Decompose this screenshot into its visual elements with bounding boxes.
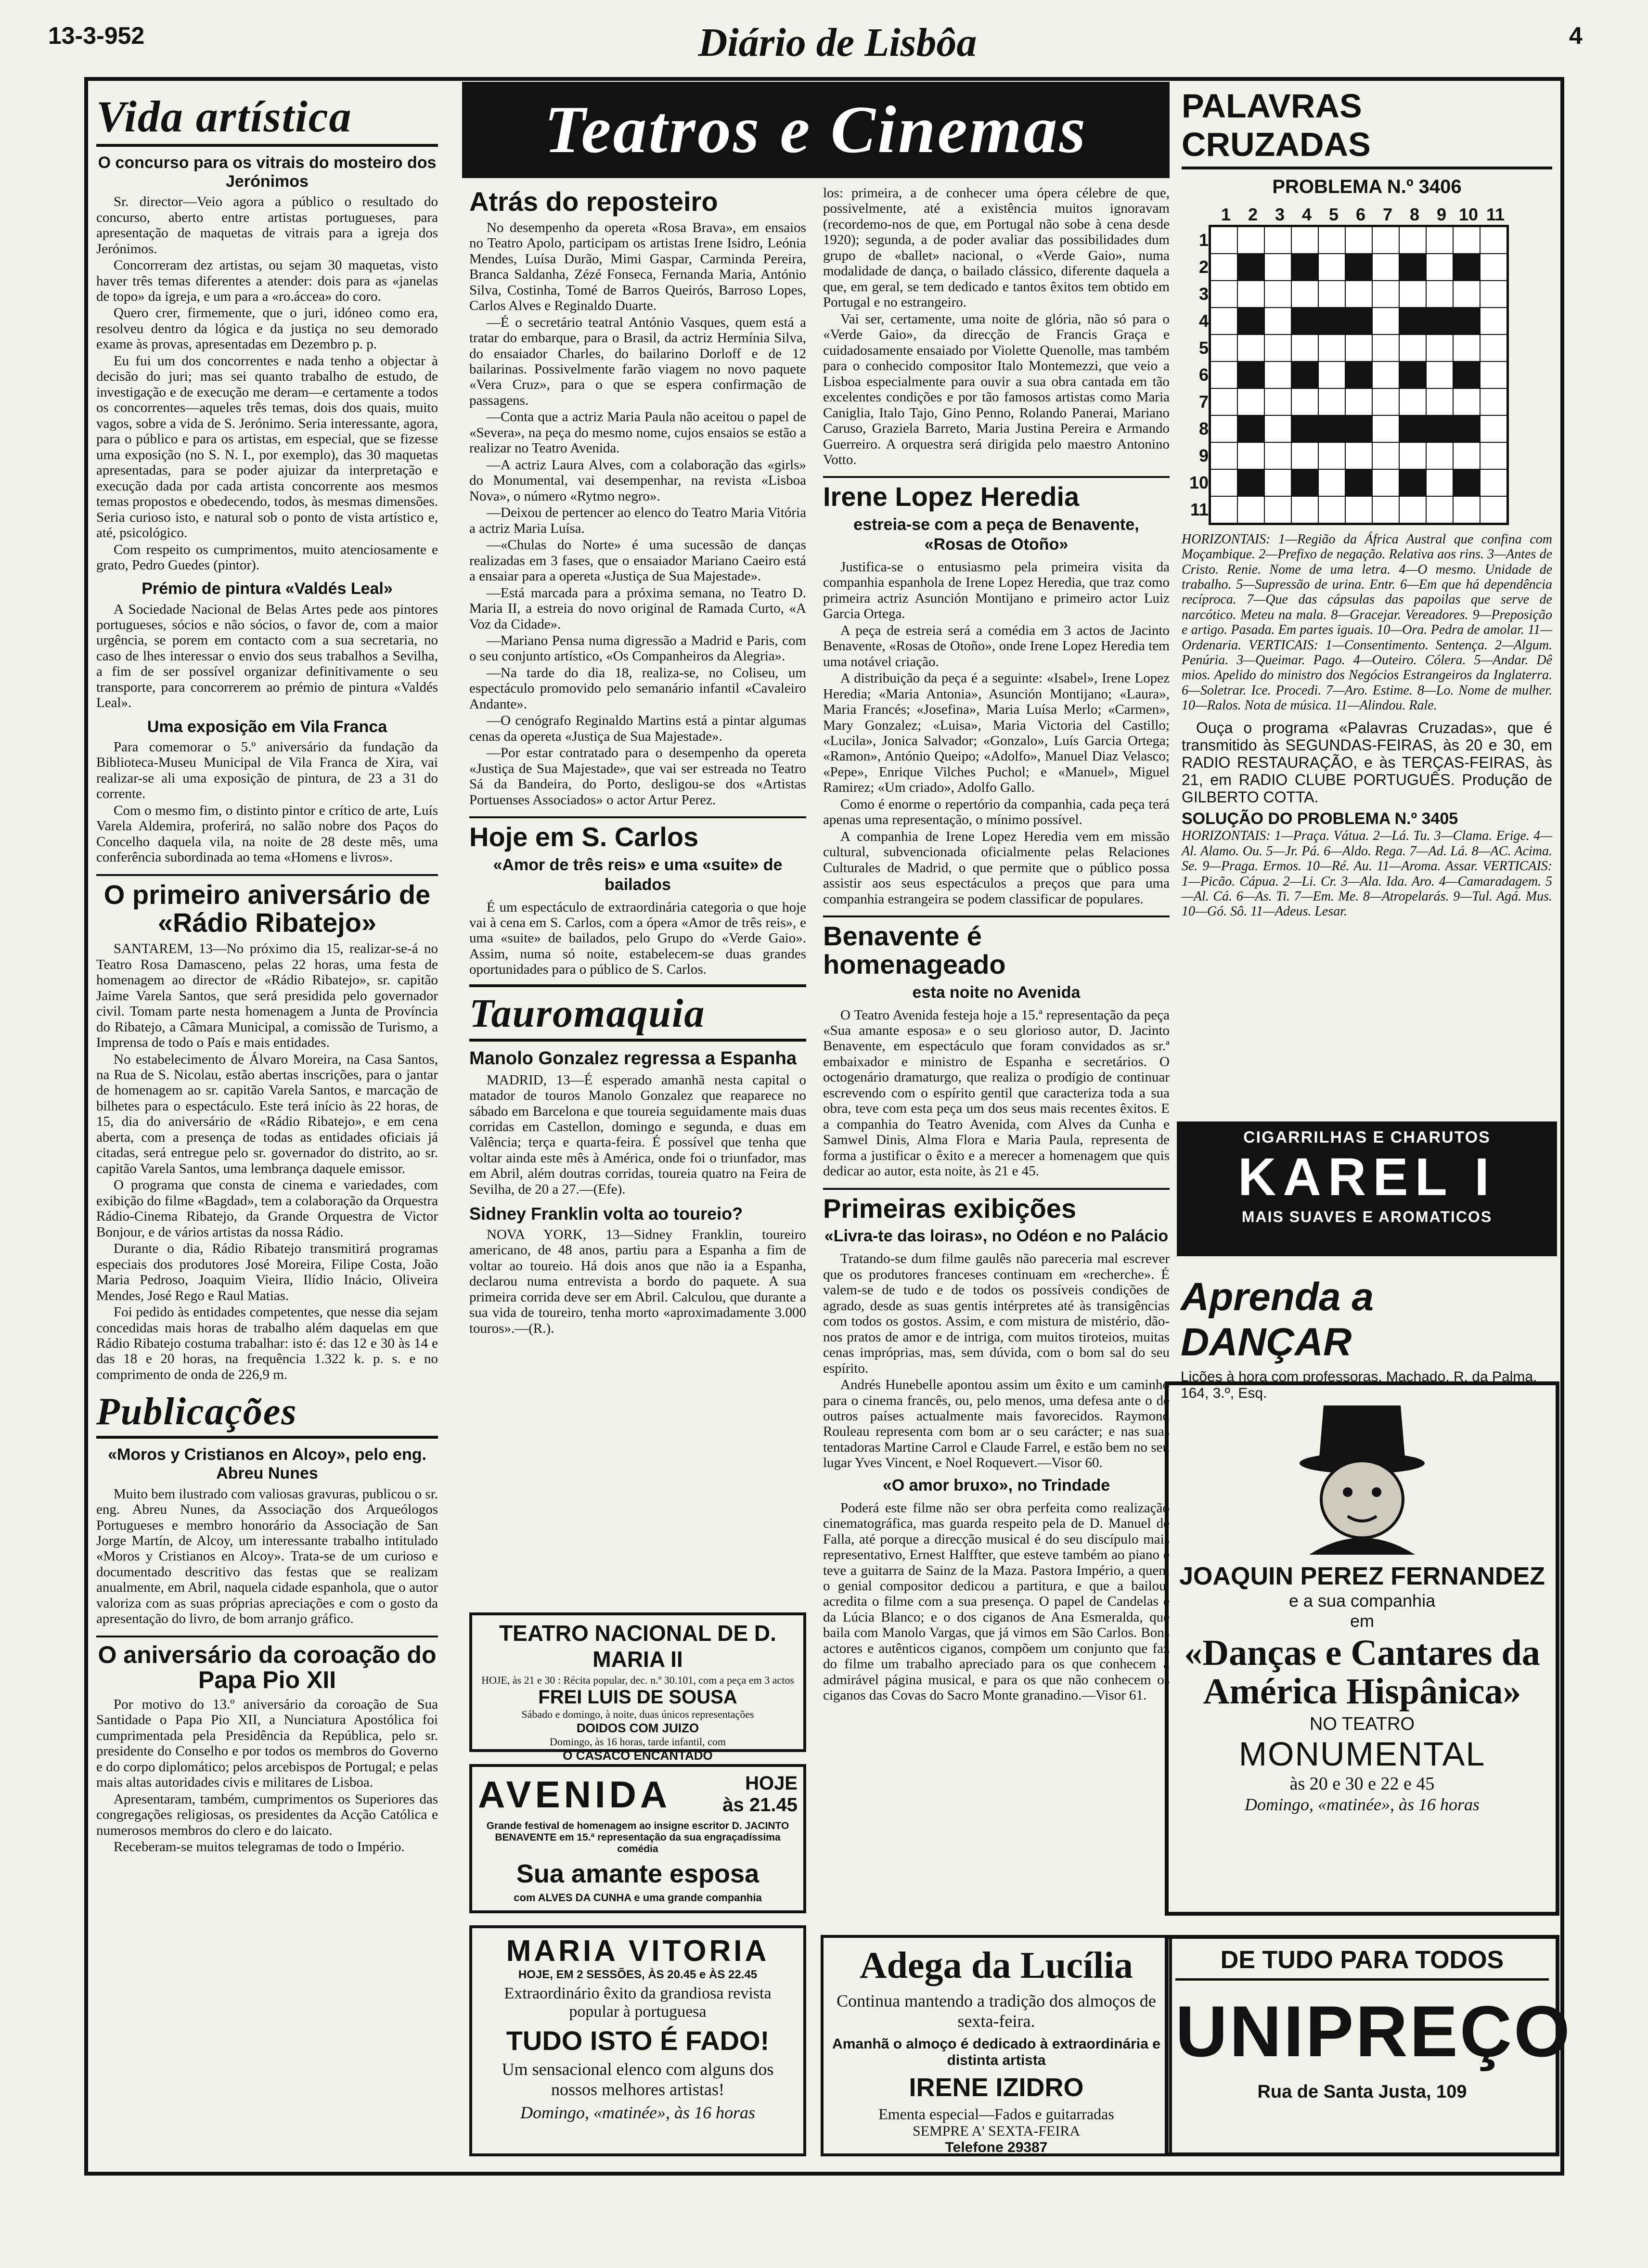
crossword-cell xyxy=(1453,335,1480,361)
article-title: «O amor bruxo», no Trindade xyxy=(882,1476,1110,1495)
ad-artist: JOAQUIN PEREZ FERNANDEZ xyxy=(1179,1562,1545,1590)
section-title-publicacoes: Publicações xyxy=(96,1390,438,1439)
ad-text: Domingo, «matinée», às 16 horas xyxy=(1245,1794,1480,1814)
section-title-vida-artistica: Vida artística xyxy=(96,91,438,147)
article-subtitle: esta noite no Avenida xyxy=(912,983,1081,1002)
ad-title: Aprenda a DANÇAR xyxy=(1181,1275,1374,1364)
crossword-cell xyxy=(1210,415,1237,442)
crossword-grid-wrapper xyxy=(1189,205,1552,525)
crossword-cell xyxy=(1453,361,1480,388)
article-paragraph: Eu fui um dos concorrentes e nada tenho a objectar à decisão do juri; mas sei quanto trabalho de estudo, de investigação e de execução me deram—e certamente a todos os concorrentes—aqueles três temas, dois dos quais, muito vagos, sobre a vida de S. Jerónimo. Seria interessante, agora, para o público e para os artistas, em especial, que se fizesse uma exposição (no S. N. I., por exemplo), das 30 maquetas apresentadas, para se poder ajuizar da interpretação e execução dada por cada artista concorrente aos mesmos temas propostos e obedecendo, todos, às mesmas dimensões. Seria curioso isto, e natural sob o ponto de vista artístico e, até, psicológico. xyxy=(96,353,438,541)
ad-phone: Telefone 29387 xyxy=(945,2139,1048,2155)
crossword-cell xyxy=(1345,281,1372,308)
crossword-cell xyxy=(1318,469,1345,496)
crossword-clues: HORIZONTAIS: 1—Região da África Austral que confina com Moçambique. 2—Prefixo de negação. Relativa aos rins. 3—Antes de Cristo. Renie. Nome de uma letra. 4—O mesmo. Unidade de trabalho. 5—Supressão de urina. Entr. 6—Em que há dependência recíproca. 7—Que das cápsulas das papoilas que serve de narcótico. Meteu na mala. 8—Gracejar. Vereadores. 9—Preposição e artigo. Pasada. Em partes iguais. 10—Ora. Pedra de amolar. 11—Ordenaria. VERTICAIS: 1—Consentimento. Sentença. 2—Algum. Penúria. 3—Queimar. Pago. 4—Outeiro. Cólera. 5—Andar. Dê mios. Apelido do ministro dos Negócios Estrangeiros da Inglaterra. 6—Soletrar. Ice. Procedi. 7—Aro. Estime. 8—Lo. Nome de mulher. 10—Ralos. Nota de música. 11—Alindou. Rale. xyxy=(1182,532,1552,713)
ad-text: com ALVES DA CUNHA e uma grande companhia xyxy=(514,1892,762,1904)
article-title: Irene Lopez Heredia xyxy=(823,476,1170,511)
crossword-cell xyxy=(1480,254,1507,281)
crossword-cell xyxy=(1210,281,1237,308)
row-number: 8 xyxy=(1198,419,1209,438)
crossword-cell xyxy=(1291,335,1318,361)
crossword-cell xyxy=(1264,388,1291,415)
crossword-cell xyxy=(1237,496,1264,523)
article-subtitle: «Amor de três reis» e uma «suite» de bailados xyxy=(493,855,783,894)
crossword-cell xyxy=(1291,469,1318,496)
crossword-problem-number: PROBLEMA N.º 3406 xyxy=(1272,176,1462,197)
crossword-cell xyxy=(1453,442,1480,469)
column-number: 2 xyxy=(1248,205,1258,224)
article-paragraph: —É o secretário teatral António Vasques, quem está a tratar do embarque, para o Brasil, da actriz Hermínia Silva, do ensaiador Charles, do bailarino Dorloff e de 12 bailarinas. Possivelmente farão viagem no novo paquete «Vera Cruz», para o que se espera confirmação de passagens. xyxy=(469,314,806,408)
crossword-cell xyxy=(1399,496,1426,523)
crossword-solution-title: SOLUÇÃO DO PROBLEMA N.º 3405 xyxy=(1182,810,1458,828)
crossword-cell xyxy=(1345,335,1372,361)
crossword-cell xyxy=(1480,227,1507,254)
article-paragraph: —Conta que a actriz Maria Paula não aceitou o papel de «Severa», na peça do mesmo nome, cujos ensaios se estão a realizar no Teatro Avenida. xyxy=(469,409,806,456)
crossword-cell xyxy=(1318,415,1345,442)
crossword-cell xyxy=(1210,254,1237,281)
crossword-cell xyxy=(1291,442,1318,469)
row-number: 2 xyxy=(1198,257,1209,277)
crossword-cell xyxy=(1291,496,1318,523)
article-paragraph: O Teatro Avenida festeja hoje a 15.ª representação da peça «Sua amante esposa» e o seu glorioso autor, D. Jacinto Benavente, em espectáculo que foram convidados as sr.ª embaixador e ministro de Espanha e secretários. O octogenário dramaturgo, que realiza o prodígio de continuar escrevendo com o espírito gentil que caracteriza toda a sua obra, teve com esta peça um dos seus mais recentes êxitos. E a companhia do Teatro Avenida, com Alves da Cunha e Samwel Dinis, Alma Flora e Maria Paula, representa de forma a justificar o êxito e a merecer a homenagem que quis dedicar ao autor, esta noite, às 21 e 45. xyxy=(823,1007,1170,1179)
crossword-cell xyxy=(1318,361,1345,388)
crossword-cell xyxy=(1291,254,1318,281)
column-number: 1 xyxy=(1221,205,1231,224)
crossword-cell xyxy=(1399,281,1426,308)
article-paragraph: —O cenógrafo Reginaldo Martins está a pintar algumas cenas da opereta «Justiça de Sua Majestade». xyxy=(469,713,806,744)
ad-karel xyxy=(1177,1121,1557,1256)
crossword-cell xyxy=(1318,227,1345,254)
article-title: Manolo Gonzalez regressa a Espanha xyxy=(469,1048,797,1069)
crossword-cell xyxy=(1372,388,1399,415)
crossword-cell xyxy=(1372,281,1399,308)
article-title: Uma exposição em Vila Franca xyxy=(147,717,387,736)
crossword-cell xyxy=(1399,254,1426,281)
article-paragraph: A companhia de Irene Lopez Heredia vem em missão cultural, subvencionada oficialmente pelas Relaciones Culturales de Madrid, o que permite que o público possa assistir aos seus espectáculos a preços que para uma companhia estrangeira se podem classificar de populares. xyxy=(823,828,1170,907)
article-paragraph: —Está marcada para a próxima semana, no Teatro D. Maria II, a estreia do novo original de Ramada Curto, «A Voz da Cidade». xyxy=(469,585,806,632)
crossword-cell xyxy=(1345,415,1372,442)
crossword-cell xyxy=(1291,361,1318,388)
column-number: 9 xyxy=(1436,205,1447,224)
crossword-cell xyxy=(1480,361,1507,388)
article-paragraph: É um espectáculo de extraordinária categoria o que hoje vai à cena em S. Carlos, com a ópera «Amor de três reis», e uma «suite» de bailados, pelo Grupo do «Verde Gaio». Assim, numa só noite, estabelecem-se duas grandes oportunidades para o público de S. Carlos. xyxy=(469,899,806,978)
crossword-cell xyxy=(1480,442,1507,469)
article-paragraph: Receberam-se muitos telegramas de todo o Império. xyxy=(114,1839,405,1855)
article-paragraph: —Na tarde do dia 18, realiza-se, no Coliseu, um espectáculo promovido pelo semanário infantil «Cavaleiro Andante». xyxy=(469,665,806,712)
crossword-cell xyxy=(1318,335,1345,361)
article-paragraph: Como é enorme o repertório da companhia, cada peça terá apenas uma representação, o mínimo possível. xyxy=(823,796,1170,828)
crossword-cell xyxy=(1480,415,1507,442)
crossword-cell xyxy=(1453,227,1480,254)
article-paragraph: Para comemorar o 5.º aniversário da fundação da Biblioteca-Museu Municipal de Vila Franca de Xira, vai realizar-se ali uma exposição de pintura, de 23 a 31 do corrente. xyxy=(96,739,438,802)
crossword-cell xyxy=(1264,442,1291,469)
crossword-cell xyxy=(1237,227,1264,254)
article-paragraph: SANTAREM, 13—No próximo dia 15, realizar-se-á no Teatro Rosa Damasceno, pelas 22 horas, uma festa de homenagem ao director de «Rádio Ribatejo», sr. capitão Jaime Varela Santos, que será presidida pelo governador civil. Tomam parte nesta homenagem a Junta de Província do Ribatejo, a Câmara Municipal, a comissão de Turismo, a Imprensa de todo o País e mais entidades. xyxy=(96,941,438,1051)
crossword-title: PALAVRAS CRUZADAS xyxy=(1182,87,1552,169)
crossword-cell xyxy=(1399,469,1426,496)
article-paragraph: Foi pedido às entidades competentes, que nesse dia sejam concedidas mais horas de trabalho além daquelas em que Rádio Ribatejo costuma trabalhar: isto é: das 12 e 30 às 14 e das 18 e 20 horas, na frequência 1.322 k. p. s. e no comprimento de onda de 226,9 m. xyxy=(96,1304,438,1382)
crossword-cell xyxy=(1291,388,1318,415)
crossword-cell xyxy=(1426,361,1453,388)
crossword-cell xyxy=(1480,281,1507,308)
ad-play-title: TUDO ISTO É FADO! xyxy=(506,2025,770,2056)
ad-text: MAIS SUAVES E AROMATICOS xyxy=(1241,1208,1493,1225)
crossword-cell xyxy=(1318,308,1345,335)
ad-text: HOJE, às 21 e 30 : Récita popular, dec. n.º 30.101, com a peça em 3 actos xyxy=(481,1674,794,1686)
crossword-cell xyxy=(1399,335,1426,361)
crossword-cell xyxy=(1264,496,1291,523)
article-title: O concurso para os vitrais do mosteiro dos Jerónimos xyxy=(98,154,437,191)
section-banner-teatros-cinemas: Teatros e Cinemas xyxy=(462,82,1170,178)
ad-title: MARIA VITORIA xyxy=(506,1934,770,1968)
crossword-cell xyxy=(1345,388,1372,415)
crossword-cell xyxy=(1291,415,1318,442)
crossword-cell xyxy=(1345,227,1372,254)
crossword-cell xyxy=(1372,254,1399,281)
crossword-cell xyxy=(1318,496,1345,523)
ad-unipreco xyxy=(1165,1935,1572,2156)
crossword-cell xyxy=(1345,254,1372,281)
ad-avenida xyxy=(469,1764,806,1913)
performer-portrait-icon xyxy=(1275,1391,1449,1555)
crossword-cell xyxy=(1237,469,1264,496)
crossword-cell xyxy=(1453,469,1480,496)
article-paragraph: —Deixou de pertencer ao elenco do Teatro Maria Vitória a actriz Maria Luísa. xyxy=(469,505,806,536)
column-teatros-left xyxy=(464,183,811,1651)
article-title: Sidney Franklin volta ao toureio? xyxy=(469,1204,743,1224)
article-paragraph: Sr. director—Veio agora a público o resultado do concurso, aberto entre artistas portugueses, para apresentação de maquetas de vitrais para a igreja dos Jerónimos. xyxy=(96,194,438,257)
ad-artist: IRENE IZIDRO xyxy=(909,2073,1084,2102)
article-paragraph: A distribuição da peça é a seguinte: «Isabel», Irene Lopez Heredia; «Maria Antonia», Asunción Montijano; «Laura», Maria Francés; «Josefina», Maria Luísa Merlo; «Carmen», Mary Gonzalez; «Luisa», Maria Victoria del Castillo; «Lucila», Jonica Salvador; «Gonzalo», Luís Garcia Ortega; «Ramon», António Queipo; «Adolfo», Manuel Diaz Velasco; «Pepe», Enrique Vilches Puchol; e «Manuel», Miguel Ramirez; «Um criado», Adolfo Gallo. xyxy=(823,670,1170,796)
ad-title: Adega da Lucília xyxy=(860,1944,1133,1986)
crossword-cell xyxy=(1237,388,1264,415)
crossword-cell xyxy=(1345,496,1372,523)
crossword-cell xyxy=(1399,415,1426,442)
crossword-cell xyxy=(1372,335,1399,361)
crossword-cell xyxy=(1345,308,1372,335)
crossword-cell xyxy=(1345,361,1372,388)
crossword-cell xyxy=(1210,308,1237,335)
crossword-cell xyxy=(1264,361,1291,388)
article-paragraph: No estabelecimento de Álvaro Moreira, na Casa Santos, na Rua de S. Nicolau, estão abertas inscrições, para o jantar de homenagem ao sr. capitão Varela Santos, e marcação de bilhetes para o espectáculo. Este terá início às 22 horas, de 15, dia do aniversário de «Rádio Ribatejo», e em cena aberta, com a presença de todas as entidades oficiais já citadas, será entregue pelo sr. governador do distrito, ao sr. capitão Varela Santos, uma lembrança daquele emissor. xyxy=(96,1051,438,1176)
crossword-cell xyxy=(1237,361,1264,388)
article-paragraph: Justifica-se o entusiasmo pela primeira visita da companhia espanhola de Irene Lopez Heredia, que traz como primeira actriz Asunción Montijano e primeiro actor Luiz Garcia Ortega. xyxy=(823,559,1170,622)
article-subtitle: estreia-se com a peça de Benavente, «Rosas de Otoño» xyxy=(853,515,1139,554)
crossword-cell xyxy=(1210,496,1237,523)
article-subtitle: «Livra-te das loiras», no Odéon e no Palácio xyxy=(824,1227,1169,1246)
crossword-row-numbers xyxy=(1184,227,1209,525)
crossword-cell xyxy=(1372,308,1399,335)
crossword-cell xyxy=(1237,335,1264,361)
article-paragraph: Com o mesmo fim, o distinto pintor e crítico de arte, Luís Varela Aldemira, proferirá, no salão nobre dos Paços do Concelho daquela vila, na noite de 28 deste mês, uma conferência subordinada ao tema «Homens e livros». xyxy=(96,802,438,865)
crossword-cell xyxy=(1426,335,1453,361)
article-paragraph: —«Chulas do Norte» é uma sucessão de danças realizadas em 3 fases, que o ensaiador Mariano Caeiro está a ensaiar para a opereta «Justiça de Sua Majestade». xyxy=(469,537,806,584)
article-paragraph: los: primeira, a de conhecer uma ópera célebre de que, possivelmente, até a existência muitos ignoravam (recordemo-nos de que, em Portugal não sobe à cena desde 1920); segunda, a de poder avaliar das possibilidades dum grupo de «ballet» nacional, o «Verde Gaio», numa modalidade de dança, o bailado clássico, diferente daquela a que, em geral, se tem dedicado e tantos êxitos tem obtido em Portugal e no estrangeiro. xyxy=(823,185,1170,310)
ad-text: Amanhã o almoço é dedicado à extraordinária e distinta artista xyxy=(832,2036,1160,2068)
article-paragraph: Apresentaram, também, cumprimentos os Superiores das congregações religiosas, os presidentes da Acção Católica e numerosos membros do clero e do laicato. xyxy=(96,1791,438,1838)
crossword-cell xyxy=(1264,469,1291,496)
crossword-cell xyxy=(1264,415,1291,442)
crossword-cell xyxy=(1372,442,1399,469)
crossword-cell xyxy=(1318,281,1345,308)
column-number: 3 xyxy=(1275,205,1285,224)
row-number: 6 xyxy=(1198,365,1209,385)
row-number: 4 xyxy=(1198,311,1209,331)
crossword-cell xyxy=(1399,442,1426,469)
crossword-cell xyxy=(1291,308,1318,335)
crossword-cell xyxy=(1372,415,1399,442)
ad-text: DE TUDO PARA TODOS xyxy=(1175,1946,1549,1981)
ad-play-title: O CASACO ENCANTADO xyxy=(563,1748,713,1763)
ad-text: Lições à hora com professoras. Machado, R. da Palma, 164, 3.º, Esq. xyxy=(1181,1369,1537,1401)
crossword-cell xyxy=(1345,469,1372,496)
row-number: 10 xyxy=(1189,473,1209,492)
ad-text: SEMPRE A' SEXTA-FEIRA xyxy=(912,2123,1081,2139)
crossword-cell xyxy=(1237,308,1264,335)
row-number: 1 xyxy=(1198,230,1209,250)
article-title: O primeiro aniversário de «Rádio Ribatejo» xyxy=(96,874,438,938)
article-paragraph: —A actriz Laura Alves, com a colaboração das «girls» do Monumental, vai desempenhar, na revista «Lisboa Nova», o número «Rytmo negro». xyxy=(469,457,806,504)
ad-text: Grande festival de homenagem ao insigne escritor D. JACINTO BENAVENTE em 15.ª representação da sua engraçadíssima comédia xyxy=(486,1820,789,1855)
column-number: 10 xyxy=(1458,205,1479,224)
ad-text: Ementa especial—Fados e guitarradas xyxy=(878,2105,1114,2123)
article-paragraph: Por motivo do 13.º aniversário da coroação de Sua Santidade o Papa Pio XII, a Nunciatura Apostólica foi cumprimentada pela Presidência da República, pelo sr. presidente do Conselho e por todos os membros do Governo e do corpo diplomático; pelos arcebispos de Portugal; e pelas mais altas autoridades civis e militares de Lisboa. xyxy=(96,1696,438,1791)
article-paragraph: A peça de estreia será a comédia em 3 actos de Jacinto Benavente, «Rosas de Otoño», onde Irene Lopez Heredia tem uma notável criação. xyxy=(823,622,1170,670)
crossword-cell xyxy=(1453,254,1480,281)
crossword-cell xyxy=(1210,335,1237,361)
crossword-cell xyxy=(1399,308,1426,335)
ad-text: HOJE xyxy=(745,1773,798,1794)
crossword-cell xyxy=(1210,442,1237,469)
article-paragraph: Vai ser, certamente, uma noite de glória, não só para o «Verde Gaio», da direcção de Francis Graça e cuidadosamente ensaiado por Violette Quenolle, mas também para o conhecido compositor Italo Montemezzi, que veio a Lisboa especialmente para ouvir a sua obra cantada em tão excelentes condições e por tão famosos artistas como Maria Caniglia, Italo Tajo, Gino Penno, Rolando Panerai, Mariano Caruso, Graziela Barreto, Maria Justina Pereira e Armando Guerreiro. A orquestra será dirigida pelo maestro Antonino Votto. xyxy=(823,311,1170,467)
column-number: 7 xyxy=(1382,205,1393,224)
article-paragraph: —Por estar contratado para o desempenho da opereta «Justiça de Sua Majestade», que vai ser estreada no Teatro Sá da Bandeira, do Porto, desligou-se dos «Artistas Portuenses Associados» o actor Artur Perez. xyxy=(469,745,806,808)
row-number: 9 xyxy=(1198,446,1209,465)
crossword-cell xyxy=(1210,361,1237,388)
masthead: Diário de Lisbôa xyxy=(698,20,977,65)
crossword-cell xyxy=(1291,227,1318,254)
article-paragraph: Durante o dia, Rádio Ribatejo transmitirá programas especiais dos produtores José Moreira, Filipe Costa, João Maria Pedroso, Joaquim Vieira, Ilídio Inácio, Oliveira Mendes, José Rego e Raul Matias. xyxy=(96,1241,438,1303)
crossword-cell xyxy=(1480,469,1507,496)
article-paragraph: Muito bem ilustrado com valiosas gravuras, publicou o sr. eng. Abreu Nunes, da Associação dos Arqueólogos Portugueses e membro honorário da Associação de San Jorge Martín, de Alcoy, um interessante trabalho intitulado «Moros y Cristianos en Alcoy». Trata-se de um curioso e documentado descritivo das festas que se realizam anualmente, em Abril, naquela cidade espanhola, que o autor valoriza com as suas próprias apreciações e com o gosto da apresentação do livro, de bom arranjo gráfico. xyxy=(96,1486,438,1627)
article-paragraph: NOVA YORK, 13—Sidney Franklin, toureiro americano, de 48 anos, partiu para a Espanha a fim de voltar ao toureio. Há dois anos que não ia a Espanha, declarou numa entrevista a bordo do paquete. A sua primeira corrida deve ser em Abril. Calculou, que durante a sua vida de toureiro, tenha morto «aproximadamente 3.000 touros».—(R.). xyxy=(469,1226,806,1336)
crossword-cell xyxy=(1237,415,1264,442)
ad-text: às 20 e 30 e 22 e 45 xyxy=(1289,1773,1435,1794)
ad-play-title: Sua amante esposa xyxy=(516,1859,760,1888)
ad-theatre: MONUMENTAL xyxy=(1238,1735,1486,1773)
column-palavras-cruzadas xyxy=(1177,87,1557,1059)
ad-text: Extraordinário êxito da grandiosa revista popular à portuguesa xyxy=(504,1984,772,2021)
crossword-cell xyxy=(1372,469,1399,496)
column-teatros-right xyxy=(818,185,1174,1923)
crossword-cell xyxy=(1237,281,1264,308)
crossword-cell xyxy=(1426,442,1453,469)
crossword-cell xyxy=(1426,254,1453,281)
crossword-radio-note: Ouça o programa «Palavras Cruzadas», que é transmitido às SEGUNDAS-FEIRAS, às 20 e 30, em RADIO RESTAURAÇÃO, e às TERÇAS-FEIRAS, às 21, em RADIO CLUBE PORTUGUÊS. Produção de GILBERTO COTTA. xyxy=(1182,719,1552,806)
crossword-cell xyxy=(1480,388,1507,415)
crossword-solution: HORIZONTAIS: 1—Praça. Vátua. 2—Lá. Tu. 3—Clama. Erige. 4—Al. Alamo. Ou. 5—Jr. Pá. 6—Aldo. Rega. 7—Ad. Lá. 8—AC. Acima. Se. 9—Praga. Ermos. 10—Ré. Au. 11—Aroma. Assar. VERTICAIS: 1—Picão. Cápua. 2—Li. Cr. 3—Ala. Ida. Aro. 4—Camaradagem. 5—Al. Cá. 6—As. Ti. 7—Em. Me. 8—Atropelarás. 9—Tul. Agá. Mus. 10—Gó. Sô. 11—Adeus. Lesar. xyxy=(1182,828,1552,919)
crossword-cell xyxy=(1210,469,1237,496)
crossword-cell xyxy=(1453,496,1480,523)
ad-adega-lucilia xyxy=(821,1935,1172,2156)
article-title: Prémio de pintura «Valdés Leal» xyxy=(142,580,393,598)
crossword-cell xyxy=(1264,308,1291,335)
page-date: 13-3-952 xyxy=(48,22,145,49)
article-paragraph: Quero crer, firmemente, que o juri, idóneo como era, resolveu dentro da lógica e da justiça no seu demorado exame às provas, apresentadas em Dezembro p. p. xyxy=(96,305,438,352)
crossword-column-numbers xyxy=(1212,205,1552,225)
crossword-cell xyxy=(1399,361,1426,388)
crossword-cell xyxy=(1426,469,1453,496)
crossword-cell xyxy=(1237,442,1264,469)
ad-address: Rua de Santa Justa, 109 xyxy=(1257,2082,1467,2102)
crossword-cell xyxy=(1399,388,1426,415)
column-number: 8 xyxy=(1409,205,1420,224)
column-number: 11 xyxy=(1486,205,1505,224)
ad-text: e a sua companhia xyxy=(1288,1591,1436,1611)
crossword-cell xyxy=(1210,388,1237,415)
article-paragraph: Concorreram dez artistas, ou sejam 30 maquetas, visto haver três temas diferentes a atender: dois para as «janelas de topo» da igreja, e um para a «ro.áccea» do coro. xyxy=(96,258,438,304)
section-title-tauromaquia: Tauromaquia xyxy=(469,984,806,1042)
article-title: «Moros y Cristianos en Alcoy», pelo eng. Abreu Nunes xyxy=(108,1445,426,1483)
crossword-cell xyxy=(1426,308,1453,335)
crossword-cell xyxy=(1210,227,1237,254)
ad-text: NO TEATRO xyxy=(1309,1714,1415,1734)
column-number: 5 xyxy=(1328,205,1339,224)
ad-text: em xyxy=(1350,1611,1374,1631)
crossword-cell xyxy=(1372,227,1399,254)
crossword-cell xyxy=(1264,254,1291,281)
ad-brand: KAREL I xyxy=(1237,1147,1496,1207)
column-number: 4 xyxy=(1301,205,1312,224)
ad-maria-vitoria xyxy=(469,1925,806,2156)
crossword-cell xyxy=(1480,496,1507,523)
ad-text: Continua mantendo a tradição dos almoços de sexta-feira. xyxy=(837,1991,1156,2031)
ad-text: HOJE, EM 2 SESSÕES, ÀS 20.45 e ÀS 22.45 xyxy=(518,1968,758,1981)
article-paragraph: Tratando-se dum filme gaulês não pareceria mal escrever que os produtores franceses continuam em «recherche». É valem-se de tudo e de todos os possíveis condições de agrado, desde as suas gentis intérpretes até às transigências com todos os gostos. Assim, e com mistura de mistério, dão-nos pratos de amor e de intriga, com muitos tiroteios, muitas cenas impróprias, mas, sem dúvida, com o bom sal do seu espírito. xyxy=(823,1251,1170,1376)
crossword-cell xyxy=(1480,308,1507,335)
ad-play-title: FREI LUIS DE SOUSA xyxy=(538,1687,737,1708)
crossword-cell xyxy=(1318,442,1345,469)
ad-text: Sábado e domingo, à noite, duas únicos representações xyxy=(521,1708,754,1720)
crossword-cell xyxy=(1345,442,1372,469)
ad-play-title: DOIDOS COM JUIZO xyxy=(576,1721,699,1735)
article-paragraph: O programa que consta de cinema e variedades, com exibição do filme «Bagdad», tem a colaboração da Orquestra Rádio-Cinema Ribatejo, da Grande Orquestra de Victor Bonjour, e de vários artistas da nossa Rádio. xyxy=(96,1177,438,1240)
ad-joaquin-perez xyxy=(1165,1381,1559,1916)
ad-title: AVENIDA xyxy=(478,1773,671,1816)
ad-text: Domingo, às 16 horas, tarde infantil, com xyxy=(550,1736,726,1748)
crossword-cell xyxy=(1399,227,1426,254)
crossword-cell xyxy=(1426,496,1453,523)
crossword-cell xyxy=(1264,335,1291,361)
article-paragraph: No desempenho da opereta «Rosa Brava», em ensaios no Teatro Apolo, participam os artistas Irene Isidro, Leónia Mendes, Luísa Durão, Mimi Gaspar, Carminda Pereira, Branca Saldanha, Zézé Fonseca, Fernanda Maria, António Silva, Costinha, Tomé de Barros Queirós, Barroso Lopes, Carlos Alves e Reginaldo Duarte. xyxy=(469,219,806,314)
article-paragraph: —Mariano Pensa numa digressão a Madrid e Paris, com o seu conjunto artístico, «Os Companheiros da Alegria». xyxy=(469,632,806,664)
crossword-cell xyxy=(1426,388,1453,415)
ad-text: CIGARRILHAS E CHARUTOS xyxy=(1243,1128,1491,1147)
crossword-cell xyxy=(1453,415,1480,442)
ad-text: Domingo, «matinée», às 16 horas xyxy=(520,2103,755,2122)
crossword-cell xyxy=(1291,281,1318,308)
row-number: 5 xyxy=(1198,338,1209,358)
crossword-cell xyxy=(1372,361,1399,388)
article-title: Atrás do reposteiro xyxy=(469,186,718,217)
crossword-cell xyxy=(1318,388,1345,415)
crossword-cell xyxy=(1318,254,1345,281)
ad-title: TEATRO NACIONAL DE D. MARIA II xyxy=(499,1621,776,1672)
crossword-cell xyxy=(1426,415,1453,442)
crossword-cell xyxy=(1372,496,1399,523)
crossword-cell xyxy=(1453,388,1480,415)
article-title: Hoje em S. Carlos xyxy=(469,816,806,851)
row-number: 11 xyxy=(1190,500,1209,519)
crossword-cell xyxy=(1237,254,1264,281)
ad-aprenda-dancar xyxy=(1177,1271,1557,1401)
crossword-cell xyxy=(1453,281,1480,308)
article-paragraph: Com respeito os cumprimentos, muito atenciosamente e grato, Pedro Guedes (pintor). xyxy=(96,541,438,573)
row-number: 3 xyxy=(1198,284,1209,304)
ad-time: às 21.45 xyxy=(722,1794,798,1816)
crossword-cell xyxy=(1264,281,1291,308)
ad-show-title: «Danças e Cantares da América Hispânica» xyxy=(1184,1633,1540,1712)
article-paragraph: MADRID, 13—É esperado amanhã nesta capital o matador de touros Manolo Gonzalez que reaparece no sábado em Barcelona e que toureia seguidamente mais duas corridas em Castellon, domingo e segunda, e duas em Valência; terça e quarta-feira. É possível que tenha que voltar ainda este mês à América, onde foi o triunfador, mas em Abril, além doutras corridas, toureia quatro na Feira de Sevilha, de 20 a 27.—(Efe). xyxy=(469,1072,806,1197)
page-number: 4 xyxy=(1569,22,1583,49)
ad-teatro-nacional xyxy=(469,1612,806,1763)
column-number: 6 xyxy=(1355,205,1366,224)
article-paragraph: A Sociedade Nacional de Belas Artes pede aos pintores portugueses, sócios e não sócios, o favor de, com a maior urgência, se porem em contacto com a sua secretaria, no caso de lhes interessar o envio dos seus trabalhos a Sevilha, a fim de ser possível organizar definitivamente o seu transporte, para concorrerem ao prémio de pintura «Valdés Leal». xyxy=(96,601,438,711)
crossword-cell xyxy=(1264,227,1291,254)
crossword-grid xyxy=(1209,225,1509,525)
column-vida-artistica xyxy=(91,89,443,2168)
article-title: Benavente é homenageado xyxy=(823,915,1170,979)
ad-brand: UNIPREÇO xyxy=(1175,1991,1572,2072)
crossword-cell xyxy=(1426,227,1453,254)
crossword-cell xyxy=(1453,308,1480,335)
article-paragraph: Poderá este filme não ser obra perfeita como realização cinematográfica, mas guarda respeito pela de D. Manuel de Falla, até porque a direcção musical é do seu discípulo mais representativo, Ernest Halffter, que esteve também ao piano e teve a guitarra de Sainz de la Maza. Pastora Império, a quem o genial compositor dedicou a partitura, e que a bailou, acredita o filme com a sua presença. O papel de Candelas é da Lúcia Blanco; e o dos ciganos de Ana Esmeralda, que baila com Manolo Vargas, que já vimos em São Carlos. Bons actores e autênticos ciganos, compõem um conjunto que faz do filme um trabalho apreciado para os que conhecem a admirável página musical, e para os que não conhecem os ciganos das Covas do Sacro Monte granadino.—Visor 61. xyxy=(823,1500,1170,1703)
article-title: Primeiras exibições xyxy=(823,1188,1170,1223)
ad-text: Um sensacional elenco com alguns dos nossos melhores artistas! xyxy=(502,2060,774,2099)
crossword-cell xyxy=(1480,335,1507,361)
article-paragraph: Andrés Hunebelle apontou assim um êxito e um caminho para o cinema francês, ou, pelo menos, uma defesa ante o de outros países actualmente mais favorecidos. Raymond Rouleau representa com bom ar o seu carácter; e nas suas tentadoras Martine Carrol e Claude Farrel, e estão bem no seu lugar Yves Vincent, e Noel Roquevert.—Visor 60. xyxy=(823,1377,1170,1471)
row-number: 7 xyxy=(1198,392,1209,412)
crossword-cell xyxy=(1426,281,1453,308)
article-title: O aniversário da coroação do Papa Pio XII xyxy=(96,1636,438,1693)
